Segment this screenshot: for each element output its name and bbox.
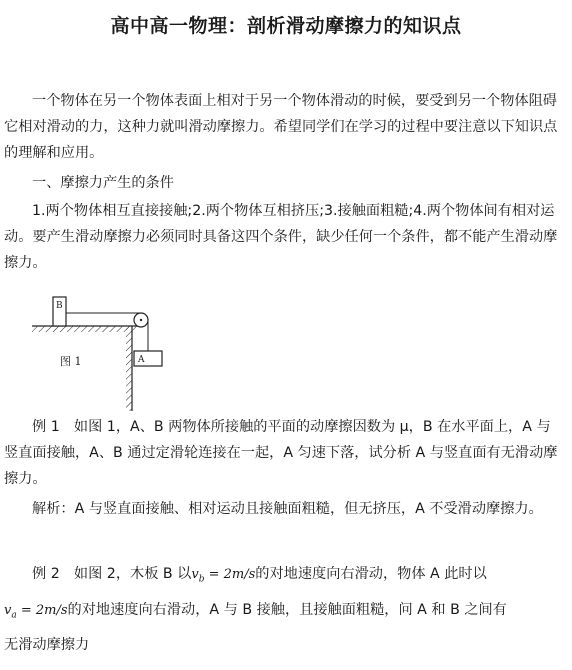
example-2-paragraph	[4, 559, 564, 660]
velocity-a-formula: $v_a = 2m/s$	[4, 602, 68, 621]
example-2-line-2	[4, 595, 564, 631]
block-a-label: A	[138, 355, 145, 365]
example-2-text-b: 的对地速度向右滑动，物体 A 此时以	[255, 566, 487, 582]
velocity-b-formula: $v_b = 2m/s$	[191, 567, 256, 585]
pulley-axle	[140, 319, 142, 321]
example-2-line-3: 无滑动摩擦力	[4, 637, 90, 654]
figure-caption: 图 1	[60, 355, 82, 368]
ground-hatch	[32, 326, 137, 332]
section-heading: 一、摩擦力产生的条件	[32, 175, 174, 191]
example-2-text-c: 的对地速度向右滑动，A 与 B 接触，且接触面粗糙，问 A 和 B 之间有	[67, 601, 507, 618]
conditions-paragraph: 1.两个物体相互直接接触;2.两个物体互相挤压;3.接触面粗糙;4.两个物体间有相对运动。要产生滑动摩擦力必须同时具备这四个条件，缺少任何一个条件，都不能产生滑动摩擦力。	[4, 203, 558, 271]
example-2-line-1	[4, 559, 564, 595]
page-title: 高中高一物理：剖析滑动摩擦力的知识点	[110, 15, 462, 37]
block-b-label: B	[56, 301, 63, 311]
analysis-1-paragraph: 解析：A 与竖直面接触、相对运动且接触面粗糙，但无挤压，A 不受滑动摩擦力。	[32, 501, 543, 517]
wall-hatch	[126, 326, 132, 411]
example-1-paragraph: 例 1 如图 1，A、B 两物体所接触的平面的动摩擦因数为 μ，B 在水平面上，A 与竖直面接触，A、B 通过定滑轮连接在一起，A 匀速下落，试分析 A 与竖直面有无滑动摩擦力。	[4, 419, 558, 487]
example-2-text-a: 例 2 如图 2，木板 B 以	[32, 566, 192, 582]
figure-1-diagram	[28, 293, 178, 413]
intro-paragraph: 一个物体在另一个物体表面上相对于另一个物体滑动的时候，要受到另一个物体阻碍它相对滑动的力，这种力就叫滑动摩擦力。希望同学们在学习的过程中要注意以下知识点的理解和应用。	[4, 93, 558, 161]
